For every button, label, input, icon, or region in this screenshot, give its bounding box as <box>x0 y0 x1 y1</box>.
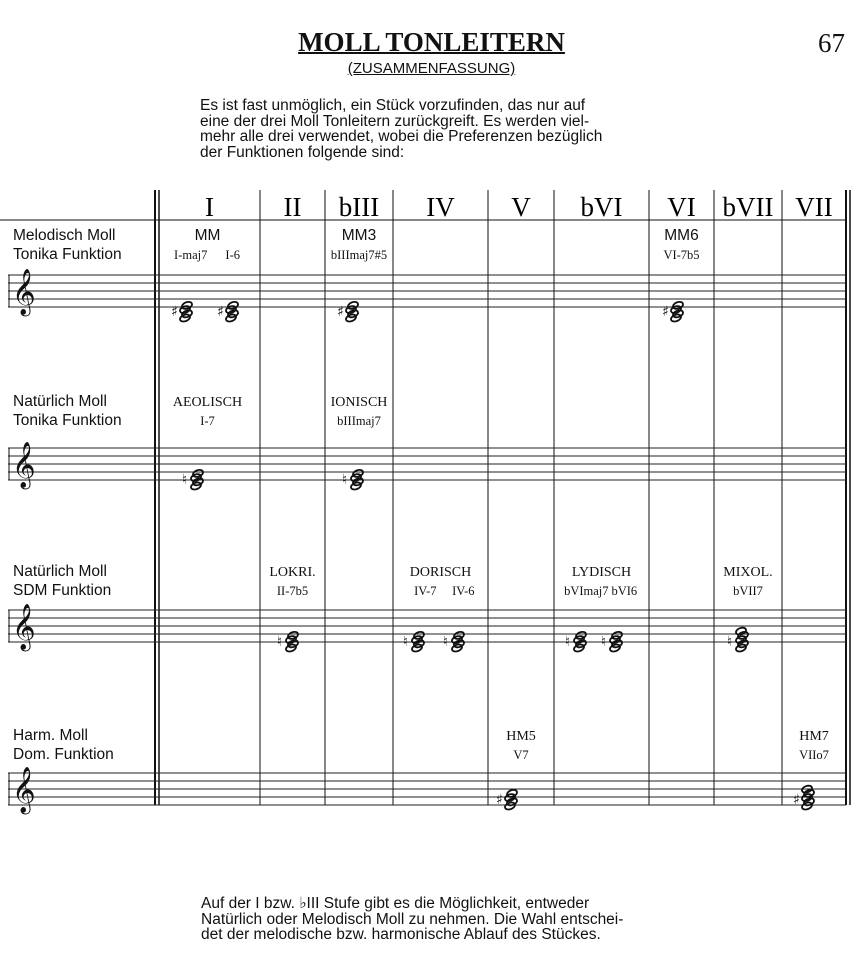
intro-line: eine der drei Moll Tonleitern zurückgreift. Es werden viel- <box>200 112 590 130</box>
chord-notes <box>217 301 239 323</box>
degree-header: II <box>283 192 302 222</box>
degree-header: bIII <box>338 192 380 222</box>
chord-symbol: IV-7 <box>414 584 437 598</box>
intro-line: mehr alle drei verwendet, wobei die Preferenzen bezüglich <box>200 128 603 145</box>
chord-symbol: V7 <box>513 748 529 762</box>
table-grid-lines <box>0 190 850 805</box>
mode-label: MM6 <box>664 227 699 244</box>
row-label: SDM Funktion <box>13 582 112 599</box>
footnote-paragraph <box>201 896 623 943</box>
chord-notes <box>496 789 518 811</box>
row-label: Dom. Funktion <box>13 746 114 763</box>
footnote-line: Natürlich oder Melodisch Moll zu nehmen. Die Wahl entschei- <box>201 910 624 928</box>
mode-label: IONISCH <box>330 395 388 410</box>
chord-symbol: I-7 <box>200 414 215 428</box>
chord-symbol: bVII7 <box>733 584 763 598</box>
degree-header: I <box>205 192 214 222</box>
mode-label: MIXOL. <box>723 565 773 580</box>
row-label: Tonika Funktion <box>13 246 122 263</box>
mode-label: AEOLISCH <box>172 395 243 410</box>
chord-symbol: II-7b5 <box>276 584 309 598</box>
footnote-line: Auf der I bzw. ♭III Stufe gibt es die Möglichkeit, entweder <box>201 895 590 912</box>
chord-symbol: I-6 <box>225 248 240 262</box>
treble-clef-icon: 𝄞 <box>12 767 36 813</box>
chord-symbol: VIIo7 <box>799 748 829 762</box>
whole-note-icon <box>735 626 747 636</box>
chord-symbol: VI-7b5 <box>663 248 700 262</box>
chord-notes <box>337 301 359 323</box>
natural-icon: ♮ <box>403 634 409 650</box>
mode-label: MM <box>194 227 221 244</box>
row-label: Melodisch Moll <box>13 227 116 244</box>
natural-icon: ♮ <box>565 634 571 650</box>
intro-line: der Funktionen folgende sind: <box>200 143 405 161</box>
mode-label: HM5 <box>506 729 536 744</box>
row-label: Tonika Funktion <box>13 412 122 429</box>
chord-symbol: bIIImaj7#5 <box>330 248 388 262</box>
degree-header: bVII <box>722 192 774 222</box>
row-label: Natürlich Moll <box>13 563 107 580</box>
sharp-icon: ♯ <box>337 304 344 320</box>
intro-line: Es ist fast unmöglich, ein Stück vorzufinden, das nur auf <box>200 97 586 114</box>
chord-notes <box>662 301 684 323</box>
chord-symbol: I-maj7 <box>174 248 208 262</box>
sharp-icon: ♯ <box>171 304 178 320</box>
sharp-icon: ♯ <box>662 304 669 320</box>
degree-header: IV <box>426 192 455 222</box>
page-title-text: MOLL TONLEITERN <box>298 27 565 57</box>
sharp-icon: ♯ <box>793 792 800 808</box>
mode-label: LOKRI. <box>269 565 316 580</box>
chord-symbol: bVI6 <box>611 584 638 598</box>
natural-icon: ♮ <box>342 472 348 488</box>
natural-icon: ♮ <box>277 634 283 650</box>
chord-notes <box>727 626 749 652</box>
page-subtitle-text: (ZUSAMMENFASSUNG) <box>347 60 516 77</box>
degree-header: VII <box>795 192 833 222</box>
sharp-icon: ♯ <box>217 304 224 320</box>
natural-icon: ♮ <box>727 634 733 650</box>
degree-header: bVI <box>580 192 623 222</box>
natural-icon: ♮ <box>443 634 449 650</box>
natural-icon: ♮ <box>601 634 607 650</box>
treble-clef-icon: 𝄞 <box>12 269 36 315</box>
natural-icon: ♮ <box>182 472 188 488</box>
footnote-line: det der melodische bzw. harmonische Ablauf des Stückes. <box>201 926 601 943</box>
row-label: Harm. Moll <box>13 727 88 744</box>
mode-label: HM7 <box>799 729 829 744</box>
degree-header: V <box>511 192 531 222</box>
mode-label: DORISCH <box>409 565 472 580</box>
staff-lines <box>8 269 846 815</box>
sharp-icon: ♯ <box>496 792 503 808</box>
degree-header: VI <box>667 192 696 222</box>
chord-notes <box>171 301 193 323</box>
table-content <box>13 192 833 811</box>
mode-label: LYDISCH <box>571 565 632 580</box>
chord-symbol: bIIImaj7 <box>337 414 381 428</box>
mode-label: MM3 <box>341 227 377 244</box>
treble-clef-icon: 𝄞 <box>12 442 36 488</box>
page-number: 67 <box>818 28 845 58</box>
row-label: Natürlich Moll <box>13 393 107 410</box>
chord-symbol: bVImaj7 <box>564 584 609 598</box>
chord-symbol: IV-6 <box>452 584 475 598</box>
chord-notes <box>793 784 815 810</box>
treble-clef-icon: 𝄞 <box>12 604 36 650</box>
